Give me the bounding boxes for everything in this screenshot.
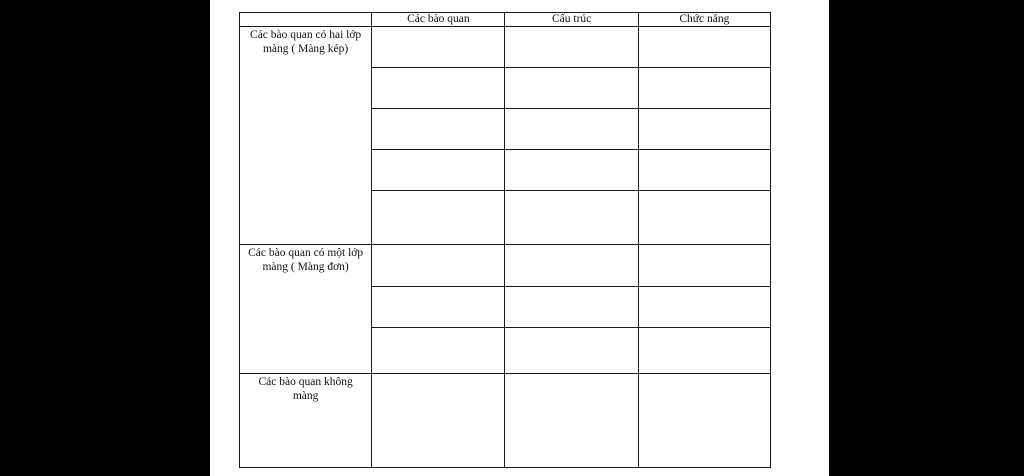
table-cell[interactable] (638, 27, 770, 68)
table-cell[interactable] (372, 374, 505, 468)
table-cell[interactable] (372, 68, 505, 109)
header-cell-function: Chức năng (638, 13, 770, 27)
organelle-table (239, 12, 771, 468)
table-cell[interactable] (505, 150, 638, 191)
table-cell[interactable] (638, 245, 770, 287)
table-cell[interactable] (638, 287, 770, 328)
table-cell[interactable] (505, 191, 638, 245)
header-row (240, 13, 771, 27)
table-cell[interactable] (372, 287, 505, 328)
header-cell-organelles: Các bào quan (372, 13, 505, 27)
table-cell[interactable] (505, 328, 638, 374)
table-cell[interactable] (638, 328, 770, 374)
table-cell[interactable] (505, 27, 638, 68)
table-cell[interactable] (372, 27, 505, 68)
table-cell[interactable] (638, 374, 770, 468)
group-label-no-membrane: Các bào quan không màng (240, 374, 372, 468)
table-row (240, 245, 771, 287)
table-row (240, 27, 771, 68)
table-cell[interactable] (505, 245, 638, 287)
table-cell[interactable] (372, 109, 505, 150)
table-cell[interactable] (372, 191, 505, 245)
group-label-double-membrane: Các bào quan có hai lớp màng ( Màng kép) (240, 27, 372, 245)
table-cell[interactable] (505, 374, 638, 468)
table-cell[interactable] (372, 328, 505, 374)
table-cell[interactable] (505, 109, 638, 150)
header-cell-structure: Cấu trúc (505, 13, 638, 27)
table-cell[interactable] (505, 287, 638, 328)
table-cell[interactable] (372, 245, 505, 287)
header-cell-empty (240, 13, 372, 27)
table-cell[interactable] (505, 68, 638, 109)
document-page (210, 0, 829, 476)
table-cell[interactable] (638, 191, 770, 245)
table-cell[interactable] (638, 150, 770, 191)
group-label-single-membrane: Các bào quan có một lớp màng ( Màng đơn) (240, 245, 372, 374)
table-cell[interactable] (638, 109, 770, 150)
table-cell[interactable] (638, 68, 770, 109)
table-row (240, 374, 771, 468)
table-cell[interactable] (372, 150, 505, 191)
